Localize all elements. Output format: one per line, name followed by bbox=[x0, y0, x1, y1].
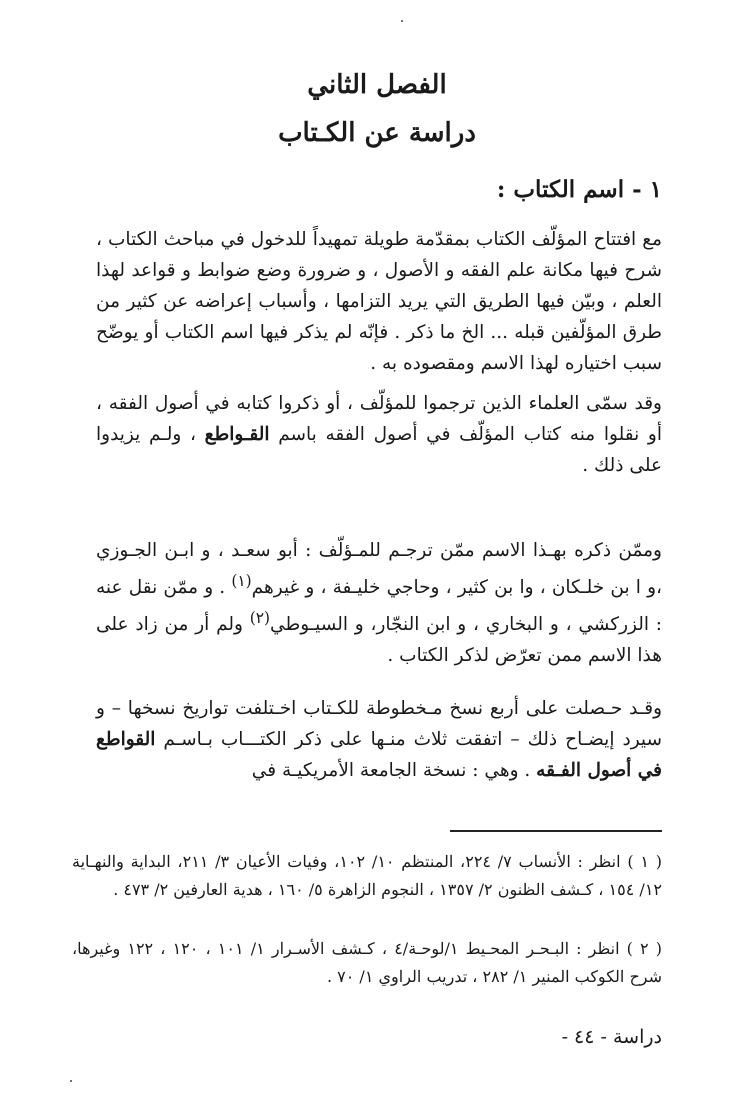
book-full-name-bold: القواطع في أصول الفـقه bbox=[96, 729, 662, 781]
footnote-divider bbox=[450, 830, 662, 832]
paragraph-1-text: مع افتتاح المؤلّف الكتاب بمقدّمة طويلة تمهيداً للدخول في مباحث الكتاب ، شرح فيها مكانة علم الفقه و الأصول ، و ضرورة وضع ضوابط و قواعد لهذا العلم ، وبيّن فيها الطريق التي يريد التزامها ، وأسباب إعراضه عن كثير من طرق المؤلّفين قبله ... الخ ما ذكر . فإنّه لم يذكر فيها اسم الكتاب أو يوضّح سبب اختياره لهذا الاسم ومقصوده به . bbox=[96, 229, 662, 374]
paragraph-3-text-2: . و ممّن نقل عنه : الزركشي ، و البخاري ، و ابن النجّار، و السيـوطي bbox=[96, 577, 662, 636]
chapter-subtitle: دراسة عن الكـتاب bbox=[278, 118, 476, 148]
paragraph-4-tail: . وهي : نسخة الجامعة الأمريكيـة في bbox=[251, 760, 537, 781]
chapter-title: الفصل الثاني bbox=[307, 70, 447, 100]
page-number: دراسة - ٤٤ - bbox=[561, 1026, 662, 1048]
paragraph-2-text: وقد سمّى العلماء الذين ترجموا للمؤلّف ، أو ذكروا كتابه في أصول الفقه ، أو نقلوا منه كتاب المؤلّف في أصول الفقه باسم bbox=[96, 393, 662, 445]
paragraph-4 bbox=[96, 693, 662, 786]
paragraph-4-text: وقـد حـصلت على أربع نسخ مـخطوطة للكـتاب اخـتلفت تواريخ نسخها – و سيرد إيضـاح ذلك – اتفقت ثلاث منـها على ذكر الكتـــاب بـاسـم bbox=[96, 698, 662, 750]
paragraph-2 bbox=[96, 388, 662, 481]
scan-speck bbox=[70, 1080, 72, 1082]
footnote-1: ( ١ ) انظر : الأنساب ٧/ ٢٢٤، المنتظم ١٠/ ١٠٢، وفيات الأعيان ٣/ ٢١١، البداية والنهـاية ١٢/ ١٥٤ ، كـشف الظنون ٢/ ١٣٥٧ ، النجوم الزاهرة ٥/ ١٦٠ ، هدية العارفين ٢/ ٤٧٣ . bbox=[72, 852, 662, 899]
paragraph-3-text: وممّن ذكره بهـذا الاسم ممّن ترجـم للمـؤلّف : أبو سعـد ، و ابـن الجـوزي ،و ا بن خلـكان ، وا بن كثير ، وحاجي خليـفة ، و غيرهم bbox=[96, 540, 662, 599]
book-name-bold: القـواطع bbox=[204, 424, 270, 445]
paragraph-3-text-3: ولم أر من زاد على هذا الاسم ممن تعرّض لذكر الكتاب . bbox=[96, 614, 662, 667]
paragraph-1 bbox=[96, 224, 662, 379]
scan-speck bbox=[401, 20, 403, 22]
footnote-2: ( ٢ ) انظر : البـحـر المحـيط ١/لوحـة/٤ ، كـشف الأسـرار ١/ ١٠١ ، ١٢٠ ، ١٢٢ وغيرها، شرح الكوكب المنير ١/ ٢٨٢ ، تدريب الراوي ١/ ٧٠ . bbox=[72, 939, 662, 986]
paragraph-3 bbox=[96, 535, 662, 671]
paragraph-2-tail: ، ولـم يزيدوا على ذلك . bbox=[96, 424, 662, 476]
footnote-ref-1: (١) bbox=[231, 572, 252, 590]
section-heading: ١ - اسم الكتاب : bbox=[496, 176, 662, 203]
footnote-ref-2: (٢) bbox=[249, 609, 271, 628]
